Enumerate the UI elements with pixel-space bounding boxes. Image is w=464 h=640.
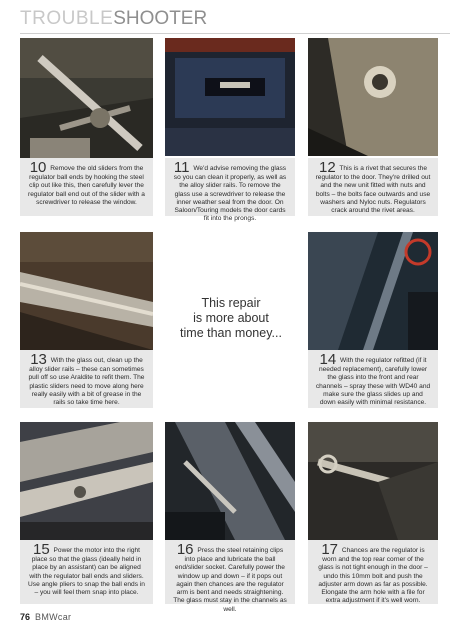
step-number: 13 bbox=[30, 351, 47, 368]
caption-step-14 bbox=[308, 350, 438, 408]
step-number: 11 bbox=[173, 159, 190, 176]
step-text: Remove the old sliders from the regulator ball ends by hooking the steel clip out like this, then carefully lever the regulator ball end out of the slider with a screwdriver to release the window. bbox=[28, 165, 145, 206]
step-text: Power the motor into the right place so that the glass (ideally held in place by an assistant) can be aligned with the regulator ball ends and sliders. Use angle pliers to snap the ball ends in – you will feel them snap into place. bbox=[28, 547, 145, 597]
step-text: With the regulator refitted (if it needed replacement), carefully lower the glass into the front and rear channels – spray these with WD40 and make sure the glass slides up and down easily with minimal resistance. bbox=[315, 357, 431, 407]
step-number: 14 bbox=[319, 351, 337, 368]
caption-step-13 bbox=[20, 350, 153, 408]
magazine-name bbox=[35, 612, 71, 622]
photo-step-12 bbox=[308, 38, 438, 156]
caption-step-11 bbox=[165, 158, 295, 223]
step-text: We'd advise removing the glass so you can clean it properly, as well as the alloy slider rails. To remove the glass use a screwdriver to release the inner weather seal from the door. On Saloon/Touring models the door cards fit into the prongs. bbox=[173, 165, 287, 223]
step-number: 17 bbox=[321, 541, 338, 558]
section-title-right: SHOOTER bbox=[113, 8, 208, 29]
pull-quote-line: is more about bbox=[193, 311, 269, 325]
step-number: 12 bbox=[319, 159, 336, 176]
caption-step-12 bbox=[308, 158, 438, 216]
page-number: 76 bbox=[20, 612, 31, 622]
pull-quote-line: This repair bbox=[201, 296, 261, 310]
pull-quote-line: time than money... bbox=[180, 326, 282, 340]
photo-step-10 bbox=[20, 38, 153, 168]
caption-step-10 bbox=[20, 158, 153, 216]
caption-step-16 bbox=[165, 540, 295, 613]
caption-step-17 bbox=[308, 540, 438, 604]
photo-step-13 bbox=[20, 232, 153, 350]
photo-step-17 bbox=[308, 422, 438, 540]
step-number: 10 bbox=[29, 159, 47, 176]
magazine-suffix: car bbox=[57, 612, 72, 622]
page-header bbox=[20, 8, 450, 34]
photo-step-11 bbox=[165, 38, 295, 156]
photo-step-15 bbox=[20, 422, 153, 540]
step-text: This is a rivet that secures the regulator to the door. They're drilled out and the new unit fitted with nuts and bolts – the bolts face outwards and use washers and Nyloc nuts. Regulators crack around the rivet areas. bbox=[315, 165, 431, 215]
caption-step-15 bbox=[20, 540, 153, 604]
pull-quote bbox=[176, 296, 286, 341]
photo-step-14 bbox=[308, 232, 438, 350]
photo-step-16 bbox=[165, 422, 295, 540]
section-title-left: TROUBLE bbox=[20, 8, 114, 29]
step-text: Press the steel retaining clips into place and lubricate the ball end/slider socket. Carefully power the window up and down – if it pops out again then chances are the regulator arm is bent and needs straightening. The glass must stay in the channels as well. bbox=[173, 547, 287, 613]
magazine-prefix: BMW bbox=[35, 612, 58, 622]
step-number: 16 bbox=[176, 541, 194, 558]
page-footer bbox=[20, 612, 71, 622]
header-rule bbox=[20, 33, 450, 34]
step-text: With the glass out, clean up the alloy slider rails – these can sometimes pull off so use Araldite to refit them. The plastic sliders need to move along here really easily with a bit of grease in the rails so take time here. bbox=[28, 357, 145, 407]
step-text: Chances are the regulator is worn and the top rear corner of the glass is not tight enough in the door – undo this 10mm bolt and push the adjuster arm down as far as possible. Elongate the arm hole with a file for extra adjustment if it's well worn. bbox=[318, 547, 428, 605]
step-number: 15 bbox=[32, 541, 50, 558]
